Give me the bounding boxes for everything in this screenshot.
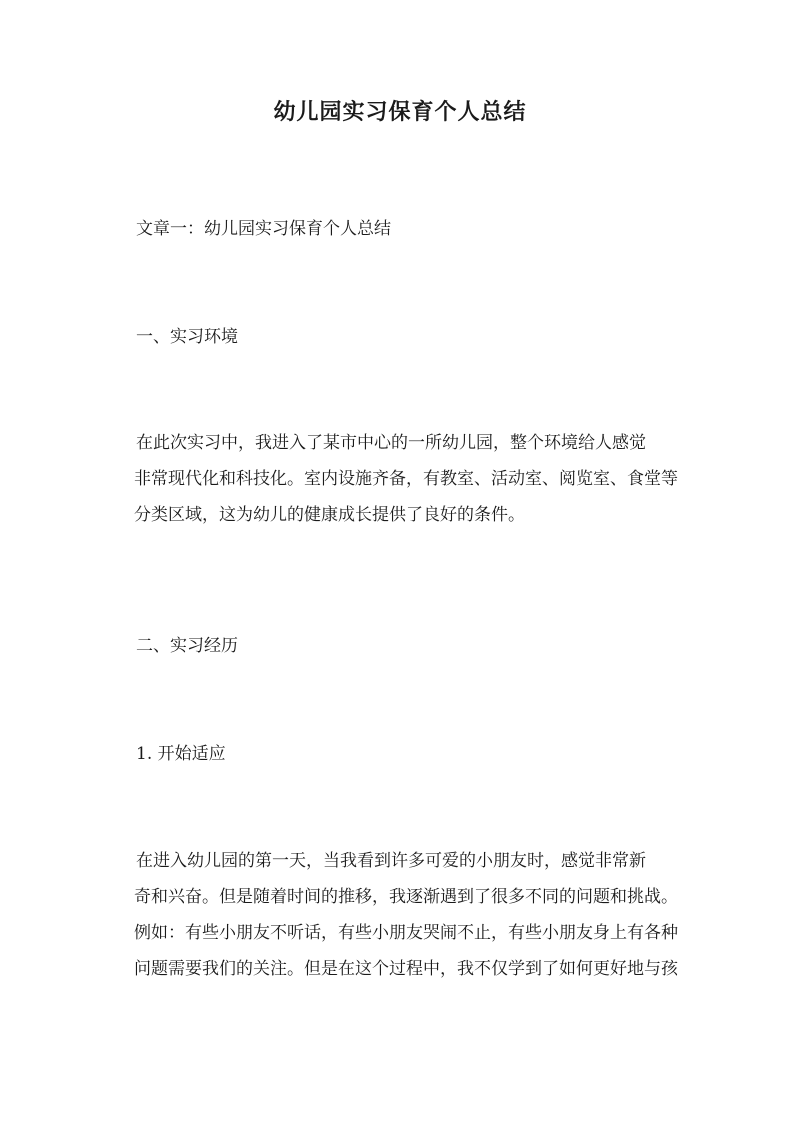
paragraph-line: 例如：有些小朋友不听话，有些小朋友哭闹不止，有些小朋友身上有各种 <box>134 923 678 943</box>
article-subtitle: 文章一：幼儿园实习保育个人总结 <box>136 219 391 239</box>
paragraph-line: 问题需要我们的关注。但是在这个过程中，我不仅学到了如何更好地与孩 <box>134 959 678 979</box>
subsection-heading-adapting: 1. 开始适应 <box>136 744 226 764</box>
document-title: 幼儿园实习保育个人总结 <box>273 99 527 125</box>
paragraph-line: 非常现代化和科技化。室内设施齐备，有教室、活动室、阅览室、食堂等 <box>134 469 678 489</box>
paragraph-line: 奇和兴奋。但是随着时间的推移，我逐渐遇到了很多不同的问题和挑战。 <box>134 887 678 907</box>
paragraph-adapting <box>136 843 706 987</box>
section-heading-environment: 一、实习环境 <box>136 327 238 347</box>
paragraph-environment <box>136 425 706 533</box>
paragraph-line: 分类区域，这为幼儿的健康成长提供了良好的条件。 <box>134 505 525 525</box>
paragraph-line: 在进入幼儿园的第一天，当我看到许多可爱的小朋友时，感觉非常新 <box>136 851 646 871</box>
paragraph-line: 在此次实习中，我进入了某市中心的一所幼儿园，整个环境给人感觉 <box>136 433 646 453</box>
section-heading-experience: 二、实习经历 <box>136 636 238 656</box>
